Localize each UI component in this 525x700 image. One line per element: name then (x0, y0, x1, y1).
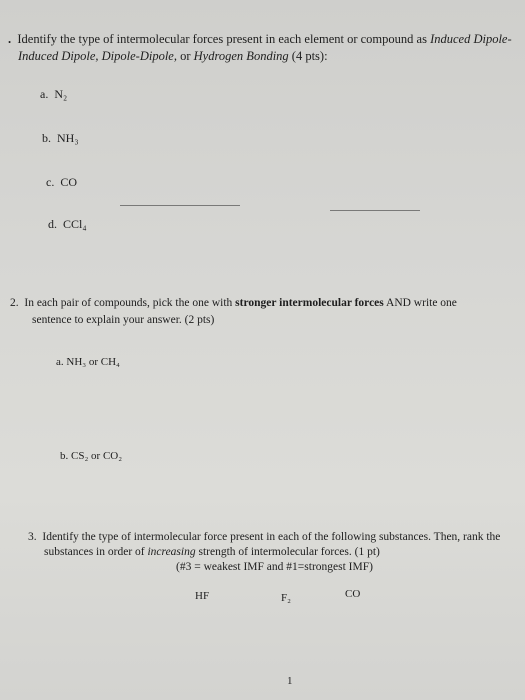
question-2-bold-text: stronger intermolecular forces (235, 297, 384, 309)
question-2-part-a (56, 356, 120, 368)
question-1-or: or (180, 49, 191, 63)
option-formula: CO (60, 175, 77, 189)
question-2-number: 2. (10, 297, 19, 309)
question-1-option-b (42, 131, 79, 146)
question-1-italic-terms: Induced Dipole, Dipole-Dipole, (18, 49, 177, 63)
substance-f2: F₂ (281, 592, 291, 604)
bleed-through-text (60, 112, 63, 124)
question-2-text-end: AND write one (386, 297, 457, 309)
part-text: CS₂ or CO₂ (71, 450, 123, 462)
option-letter: c. (46, 175, 55, 189)
option-letter: d. (48, 217, 57, 231)
bleed-through-structure (120, 205, 240, 206)
question-1-number: . (8, 32, 12, 46)
question-1-points: (4 pts): (291, 49, 328, 63)
substance-co: CO (345, 588, 361, 600)
question-2-text-line2: sentence to explain your answer. (2 pts) (32, 314, 215, 326)
question-1-italic-hbond: Hydrogen Bonding (193, 49, 289, 63)
option-formula: CCl₄ (63, 217, 87, 231)
question-1-text-line1: Identify the type of intermolecular forces present in each element or compound as (17, 32, 427, 46)
option-formula: NH₃ (57, 131, 79, 145)
bleed-through-text (130, 4, 133, 16)
option-formula: N₂ (54, 87, 68, 101)
option-letter: b. (42, 131, 51, 145)
question-3-text-line3: (#3 = weakest IMF and #1=strongest IMF) (176, 561, 373, 573)
question-1-option-d (48, 217, 87, 232)
part-letter: a. (56, 356, 64, 368)
question-3-text-line2-start: substances in order of (44, 546, 145, 558)
question-3-prompt (28, 530, 523, 575)
page-number: 1 (287, 675, 293, 687)
question-2-prompt (10, 295, 515, 329)
question-1-option-c (46, 175, 77, 190)
part-text: NH₃ or CH₄ (66, 356, 120, 368)
question-3-text-line2-end: strength of intermolecular forces. (1 pt) (198, 546, 380, 558)
part-letter: b. (60, 450, 69, 462)
question-3-italic-term: increasing (147, 546, 196, 558)
question-3-text-line1: Identify the type of intermolecular force present in each of the following substances. Then, rank the (42, 531, 501, 543)
question-2-part-b (60, 450, 122, 462)
question-2-text-start: In each pair of compounds, pick the one with (24, 297, 233, 309)
question-3-number: 3. (28, 531, 37, 543)
question-1-option-a (40, 87, 67, 102)
question-1-prompt (8, 31, 518, 65)
substance-hf: HF (195, 590, 210, 602)
bleed-through-structure (330, 210, 420, 211)
question-1-italic-term: Induced Dipole- (430, 32, 512, 46)
option-letter: a. (40, 87, 49, 101)
